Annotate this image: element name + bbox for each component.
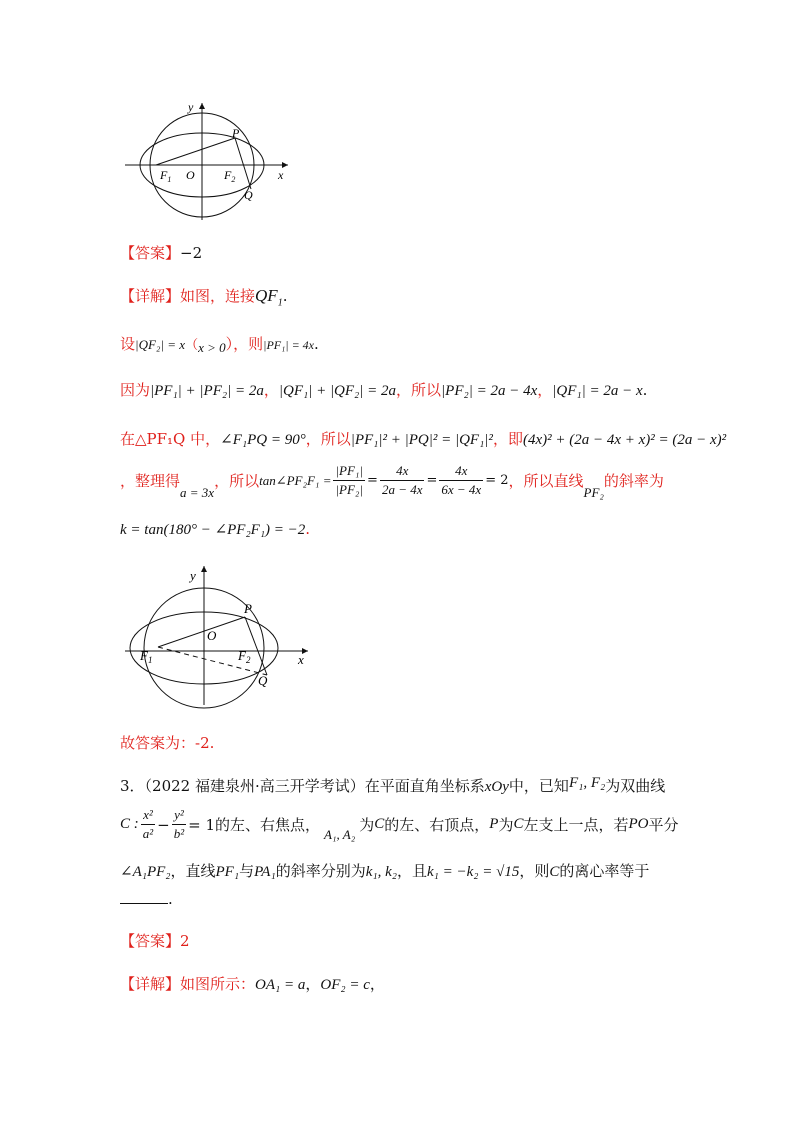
p3-line2-l: 平分 <box>648 816 679 834</box>
solution3-eq2: OF₂ = c <box>320 977 370 993</box>
line6-math: k = tan(180° − ∠PF₂F₁) = −2 <box>120 522 306 538</box>
answer-3 <box>120 930 190 951</box>
line3-text-a: 因为 <box>120 381 151 399</box>
line2-math-f: |PF₁| = 4x <box>263 338 314 352</box>
line5-math-d: tan∠PF₂F₁ = <box>259 472 332 488</box>
p3-line2-c: A₁, A₂ <box>324 826 356 842</box>
label-o: O <box>207 628 217 643</box>
line2-text-e: ），则 <box>225 335 264 353</box>
p3-line3-a: ∠A₁PF₂ <box>120 864 171 880</box>
p3-line1-d: F₁, F₂ <box>568 775 606 791</box>
problem-3-line1 <box>120 775 665 796</box>
label-y: y <box>188 100 194 114</box>
p3-line3-e: PA₁ <box>254 864 276 880</box>
segment-f1p <box>156 138 235 165</box>
line3-math-d: |QF₁| + |QF₂| = 2a <box>278 383 397 399</box>
intro-end: . <box>282 287 288 305</box>
p3-line2-f: 的左、右顶点， <box>384 816 490 834</box>
label-q: Q <box>244 188 253 202</box>
line4-math-f: (4x)² + (2a − 4x + x)² = (2a − x)² <box>522 432 727 448</box>
p3-line3-d: 与 <box>239 862 255 880</box>
line2-math-b: |QF₂| = x <box>135 337 186 352</box>
label-x: x <box>298 652 304 667</box>
solution-1-line2 <box>120 333 319 354</box>
label-x: x <box>278 168 284 182</box>
p3-line4-end: . <box>168 890 173 908</box>
p3-line3-k: C <box>549 864 560 880</box>
p3-line3-g: k₁, k₂ <box>365 864 397 880</box>
line4-text-c: ，所以 <box>305 430 351 448</box>
label-f2: $F_2$ <box>238 648 251 665</box>
solution-3 <box>120 973 385 994</box>
fraction-pf1-pf2: $\frac{\text{|PF₁|}}{\text{|PF₂|}}$ <box>335 463 364 497</box>
p3-line2-eq: = 1 <box>188 815 216 834</box>
answer-blank <box>120 891 168 904</box>
p3-line1-e: 为双曲线 <box>605 777 666 795</box>
fraction-4x-2a4x: $\frac{4x}{2a - 4x}$ <box>381 463 423 497</box>
segment-pq <box>235 138 251 189</box>
p3-line2-h: 为 <box>498 816 514 834</box>
p3-line2-c-label: C : <box>120 816 139 832</box>
line5-math-h: PF₂ <box>583 484 604 500</box>
label-p: P <box>232 126 240 140</box>
solution-tag: 【详解】 <box>120 287 181 305</box>
solution-1-line4 <box>120 428 726 449</box>
problem-3-blank <box>120 890 173 908</box>
answer3-value: 2 <box>180 932 190 950</box>
line3-end: . <box>642 381 648 399</box>
fraction-x2-a2: $\frac{\text{x²}}{\text{a²}}$ <box>142 807 154 841</box>
line5-math-b: a = 3x <box>180 484 215 500</box>
p3-line2-k: PO <box>628 816 649 832</box>
line3-math-h: |QF₁| = 2a − x <box>552 383 643 399</box>
line5-eq: = <box>367 473 378 488</box>
line4-text-a: 在△PF₁Q 中， <box>120 430 221 448</box>
p3-line2-e: C <box>374 816 385 832</box>
line2-text-a: 设 <box>120 335 136 353</box>
line5-text-a: ，整理得 <box>120 472 181 490</box>
segment-f1p <box>158 617 245 647</box>
line2-end: . <box>314 335 319 353</box>
label-y: y <box>190 568 196 583</box>
line3-math-f: |PF₂| = 2a − 4x <box>441 383 538 399</box>
p3-line2-minus: − <box>157 815 170 834</box>
p3-line2-g: P <box>489 816 499 832</box>
fraction-y2-b2: $\frac{\text{y²}}{\text{b²}}$ <box>173 807 185 841</box>
line4-math-d: |PF₁|² + |PQ|² = |QF₁|² <box>350 432 493 448</box>
label-f1: $F_1$ <box>140 648 153 665</box>
p3-line3-b: ，直线 <box>170 862 216 880</box>
solution3-eq1: OA₁ = a <box>255 977 306 993</box>
p3-line2-d: 为 <box>359 816 375 834</box>
solution-1-intro <box>120 285 287 308</box>
final-answer: 故答案为：-2. <box>120 734 215 752</box>
line2-text-c: （ <box>185 338 199 353</box>
line2-math-d: x > 0 <box>198 340 226 355</box>
p3-line3-f: 的斜率分别为 <box>275 862 366 880</box>
p3-line3-c: PF₁ <box>215 864 240 880</box>
line5-eq2: = <box>426 473 438 488</box>
solution-1-line5 <box>120 462 664 499</box>
answer-tag: 【答案】 <box>120 244 181 262</box>
p3-line3-h: ，且 <box>396 862 427 880</box>
answer3-tag: 【答案】 <box>120 932 181 950</box>
label-q: Q <box>258 673 268 688</box>
solution-1-line6 <box>120 520 310 539</box>
label-f1: $F_1$ <box>160 168 172 184</box>
answer-value: −2 <box>180 244 203 262</box>
solution3-tag: 【详解】 <box>120 975 181 993</box>
label-p: P <box>244 601 252 616</box>
line4-text-e: ，即 <box>492 430 523 448</box>
p3-line1-a: 3．（2022 福建泉州·高三开学考试）在平面直角坐标系 <box>120 777 485 795</box>
qf1-symbol: $QF_1$ <box>255 286 283 309</box>
line3-text-e: ，所以 <box>396 381 442 399</box>
solution3-sep: ， <box>305 975 321 993</box>
p3-line1-c: 中，已知 <box>508 777 569 795</box>
p3-line3-i: k₁ = −k₂ = √15 <box>426 864 520 880</box>
figure-ellipse-circle-1 <box>120 95 300 225</box>
line5-eq3: = 2 <box>485 473 509 488</box>
solution3-text: 如图所示： <box>180 975 256 993</box>
p3-line2-i: C <box>513 816 524 832</box>
p3-line3-l: 的离心率等于 <box>559 862 650 880</box>
line3-text-g: ， <box>537 381 553 399</box>
solution-intro-text: 如图，连接 <box>180 287 256 305</box>
solution3-end: ， <box>369 975 385 993</box>
label-o: O <box>186 168 195 182</box>
solution-1-line3 <box>120 379 647 400</box>
p3-line2-b: 的左、右焦点， <box>215 816 321 834</box>
answer-1 <box>120 242 202 263</box>
p3-line2-j: 左支上一点，若 <box>523 816 629 834</box>
label-f2: $F_2$ <box>224 168 236 184</box>
line5-text-g: ，所以直线 <box>508 472 584 490</box>
p3-line1-b: xOy <box>484 779 509 795</box>
p3-line3-j: ，则 <box>519 862 550 880</box>
line5-text-c: ，所以 <box>214 472 260 490</box>
figure-ellipse-circle-2 <box>120 560 320 710</box>
line3-math-b: |PF₁| + |PF₂| = 2a <box>150 383 264 399</box>
problem-3-line3 <box>120 860 649 881</box>
problem-3-line2 <box>120 806 679 843</box>
line5-text-i: 的斜率为 <box>603 472 664 490</box>
line3-text-c: ， <box>263 381 279 399</box>
line4-math-b: ∠F₁PQ = 90° <box>220 432 306 448</box>
fraction-4x-6x4x: $\frac{4x}{6x - 4x}$ <box>441 463 482 497</box>
line6-end: . <box>305 520 311 538</box>
